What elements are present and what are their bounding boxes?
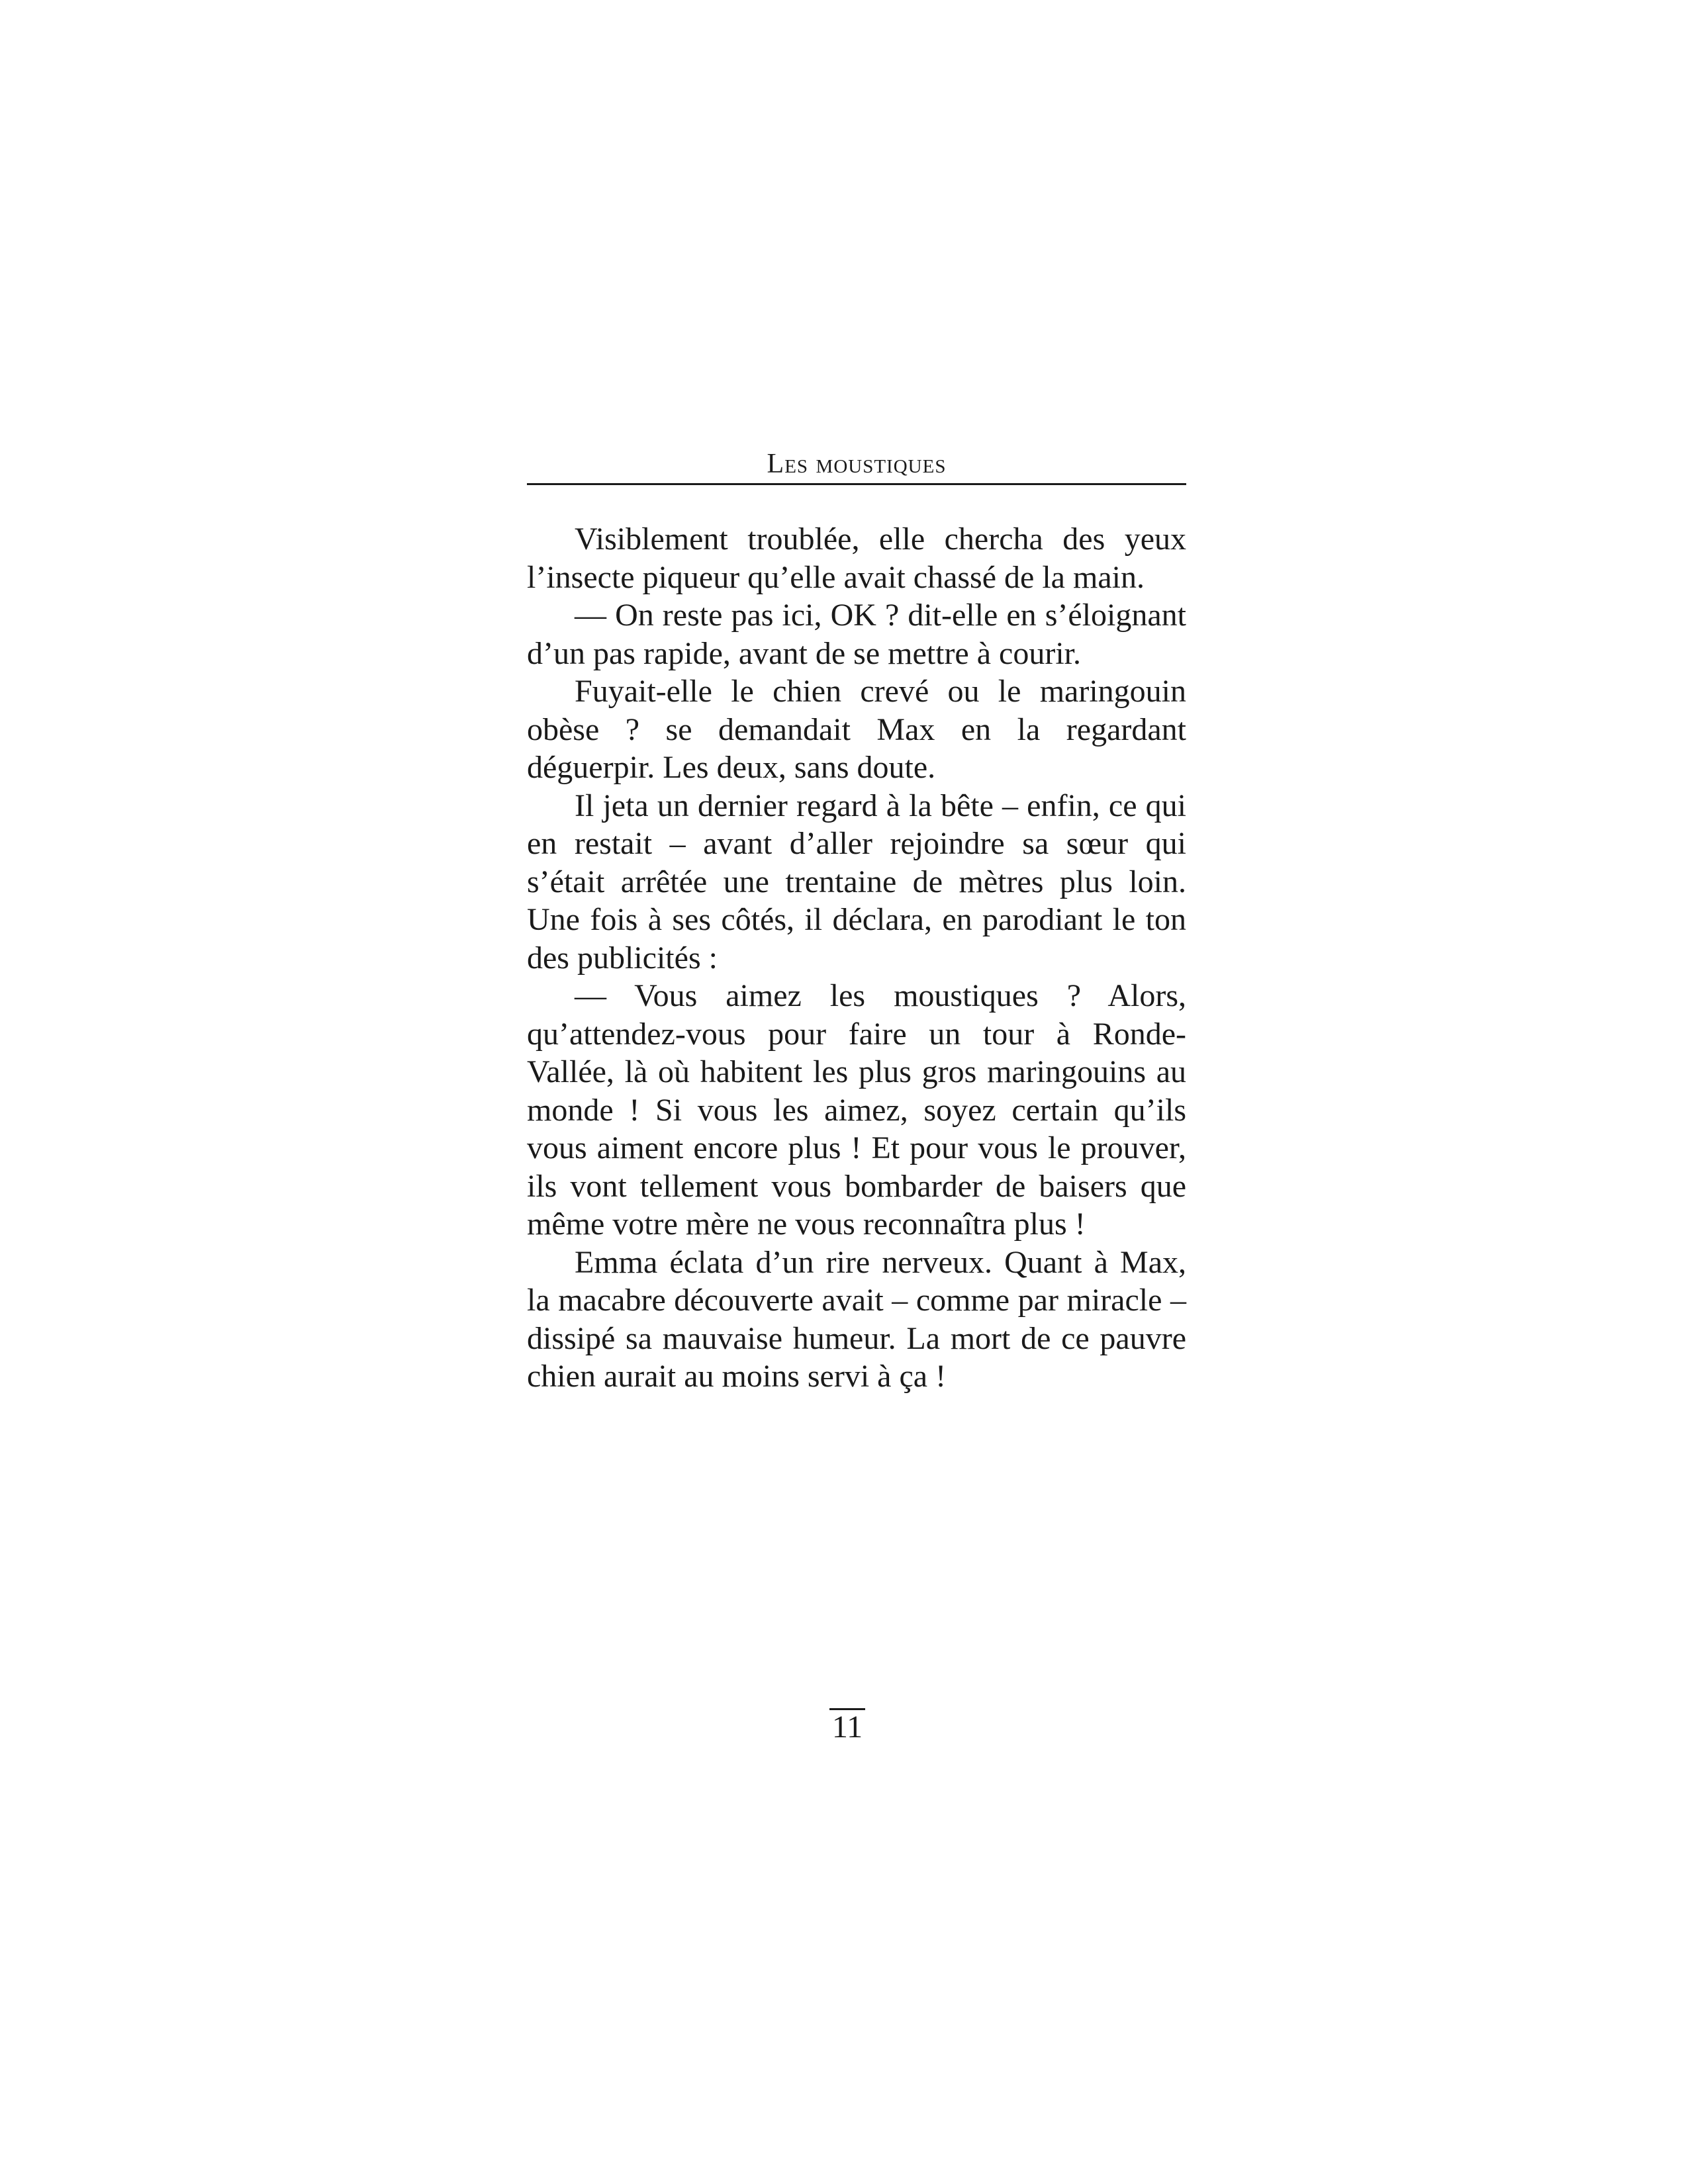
page-number-label: 11 bbox=[829, 1708, 865, 1745]
paragraph: — Vous aimez les moustiques ? Alors, qu’attendez-vous pour faire un tour à Ronde-Vallée, là où habitent les plus gros maringouins au monde ! Si vous les aimez, soyez certain qu’ils vous aiment encore plus ! Et pour vous le prouver, ils vont tellement vous bombarder de baisers que même votre mère ne vous reconnaîtra plus ! bbox=[527, 978, 1186, 1242]
body-text bbox=[527, 520, 1186, 1396]
paragraph: Visiblement troublée, elle chercha des yeux l’insecte piqueur qu’elle avait chassé de la main. bbox=[527, 522, 1186, 595]
page-number bbox=[814, 1707, 880, 1747]
running-header: Les moustiques bbox=[527, 445, 1186, 485]
paragraph: Il jeta un dernier regard à la bête – enfin, ce qui en restait – avant d’aller rejoindre sa sœur qui s’était arrêtée une trentaine de mètres plus loin. Une fois à ses côtés, il déclara, en parodiant le ton des publicités : bbox=[527, 788, 1186, 976]
paragraph: Emma éclata d’un rire nerveux. Quant à Max, la macabre découverte avait – comme par miracle – dissipé sa mauvaise humeur. La mort de ce pauvre chien aurait au moins servi à ça ! bbox=[527, 1244, 1186, 1394]
paragraph: — On reste pas ici, OK ? dit-elle en s’éloignant d’un pas rapide, avant de se mettre à courir. bbox=[527, 598, 1186, 671]
paragraph: Fuyait-elle le chien crevé ou le maringouin obèse ? se demandait Max en la regardant déguerpir. Les deux, sans doute. bbox=[527, 674, 1186, 785]
